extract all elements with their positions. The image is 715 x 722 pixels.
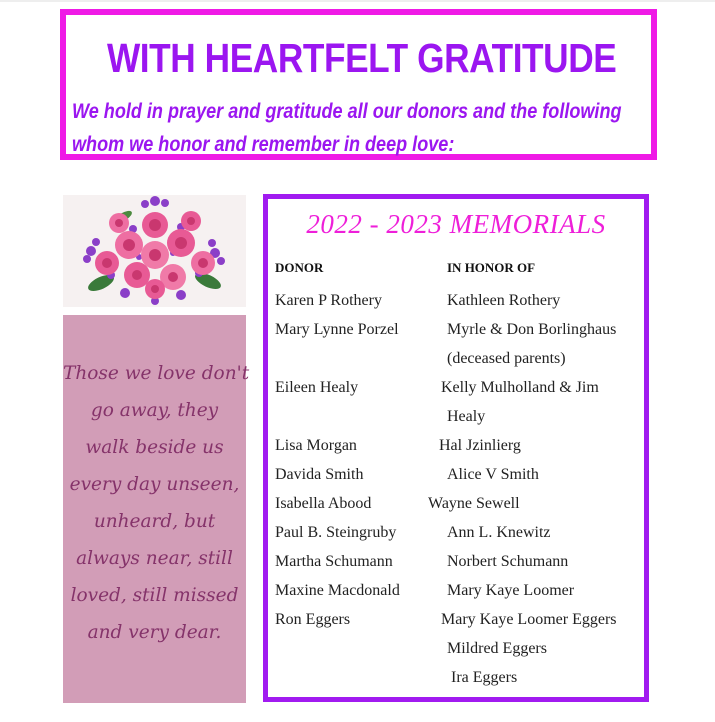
poem-line: and very dear. xyxy=(87,622,222,643)
donor-name: Eileen Healy xyxy=(275,379,359,396)
poem-line: unheard, but xyxy=(93,511,216,532)
flower-bouquet-image xyxy=(63,195,246,307)
honoree-name: Mildred Eggers xyxy=(447,640,547,657)
honoree-name: Kathleen Rothery xyxy=(447,292,561,309)
donor-column-header: DONOR xyxy=(275,260,324,275)
honoree-name: Mary Kaye Loomer Eggers xyxy=(441,611,617,628)
flower-bouquet-icon xyxy=(63,195,246,307)
honoree-name: Ira Eggers xyxy=(451,669,518,686)
donor-name: Mary Lynne Porzel xyxy=(275,321,399,338)
donor-name: Ron Eggers xyxy=(275,611,351,628)
donor-name: Paul B. Steingruby xyxy=(275,524,397,541)
banner-subtitle xyxy=(72,95,622,161)
poem-line: go away, they xyxy=(90,400,219,421)
banner-subtitle-line: We hold in prayer and gratitude all our donors and the following xyxy=(72,100,622,123)
memorials-panel xyxy=(263,194,649,702)
donor-name: Maxine Macdonald xyxy=(275,582,400,599)
poem-line: loved, still missed xyxy=(70,585,239,606)
donor-name: Martha Schumann xyxy=(275,553,393,570)
honoree-name: Norbert Schumann xyxy=(447,553,569,570)
honoree-name: Mary Kaye Loomer xyxy=(447,582,575,599)
donor-name: Isabella Abood xyxy=(275,495,372,512)
memorials-title: 2022 - 2023 MEMORIALS xyxy=(306,209,606,239)
poem-line: every day unseen, xyxy=(69,474,240,495)
poem-text xyxy=(63,355,250,651)
banner-subtitle-line: whom we honor and remember in deep love: xyxy=(72,133,455,156)
poem-line: always near, still xyxy=(76,548,233,569)
honoree-name: Alice V Smith xyxy=(447,466,539,483)
honoree-name: Kelly Mulholland & Jim xyxy=(441,379,599,396)
gratitude-banner xyxy=(60,9,657,160)
honoree-name: Hal Jzinlierg xyxy=(439,437,521,454)
poem-line: walk beside us xyxy=(85,437,224,458)
top-divider xyxy=(0,0,715,2)
banner-title: WITH HEARTFELT GRATITUDE xyxy=(106,35,617,81)
honoree-name: Myrle & Don Borlinghaus xyxy=(447,321,617,338)
honoree-name: (deceased parents) xyxy=(447,350,566,367)
poem-line: Those we love don't xyxy=(63,363,250,384)
donor-name: Davida Smith xyxy=(275,466,364,483)
honoree-name: Ann L. Knewitz xyxy=(447,524,551,541)
poem-panel xyxy=(63,315,250,703)
donor-name: Karen P Rothery xyxy=(275,292,382,309)
honoree-name: Wayne Sewell xyxy=(428,495,520,512)
honoree-name: Healy xyxy=(447,408,486,425)
honor-column-header: IN HONOR OF xyxy=(447,260,536,275)
donor-name: Lisa Morgan xyxy=(275,437,357,454)
